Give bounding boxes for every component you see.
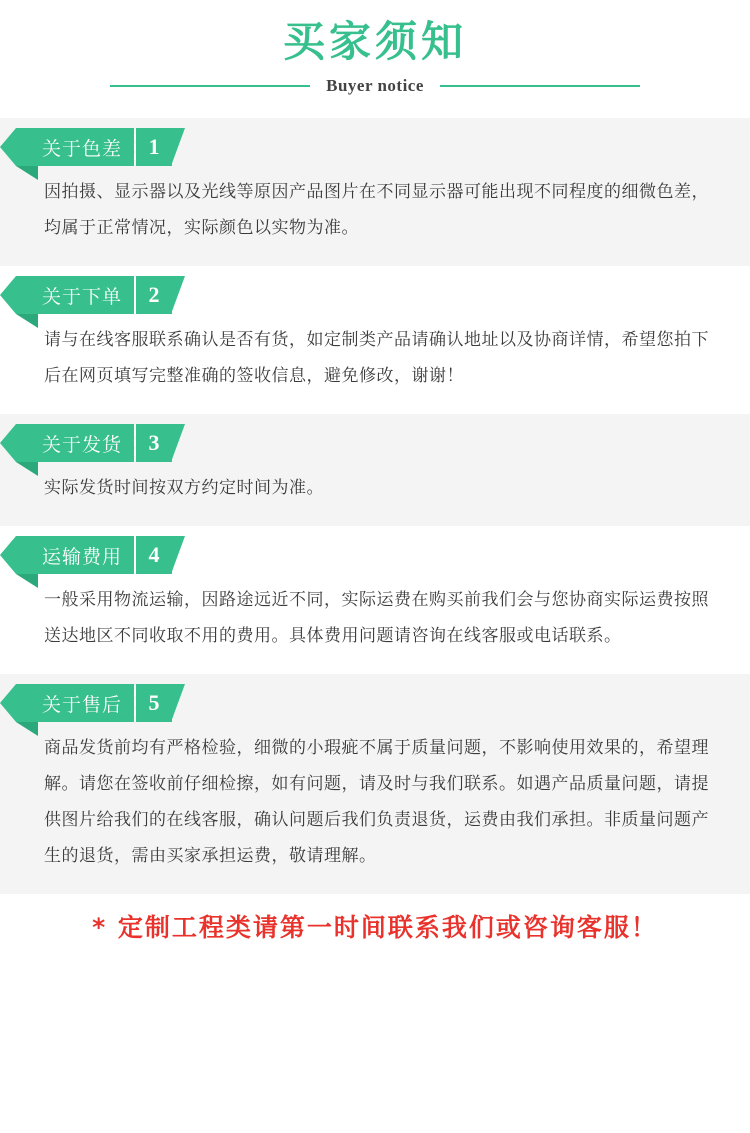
section-tag-label: 关于发货 — [16, 424, 134, 462]
section-number: 1 — [136, 128, 172, 166]
notice-section — [0, 674, 750, 894]
section-tag-row — [0, 674, 750, 730]
page-subtitle: Buyer notice — [326, 76, 424, 95]
notice-section — [0, 118, 750, 266]
page-subtitle-row — [0, 76, 750, 96]
notice-section — [0, 526, 750, 674]
section-tag-label: 运输费用 — [16, 536, 134, 574]
ribbon-tail-icon — [171, 684, 185, 722]
divider-right — [440, 85, 640, 87]
ribbon-badge — [16, 128, 172, 166]
section-tag-label: 关于售后 — [16, 684, 134, 722]
ribbon-arrow-icon — [0, 276, 16, 314]
page-header — [0, 0, 750, 96]
section-tag-label: 关于色差 — [16, 128, 134, 166]
section-tag-label: 关于下单 — [16, 276, 134, 314]
ribbon-tail-icon — [171, 424, 185, 462]
section-tag-row — [0, 118, 750, 174]
section-body — [0, 322, 750, 394]
ribbon-tail-icon — [171, 276, 185, 314]
section-body — [0, 174, 750, 246]
section-number: 5 — [136, 684, 172, 722]
page-footer — [0, 894, 750, 944]
ribbon-arrow-icon — [0, 128, 16, 166]
section-number: 4 — [136, 536, 172, 574]
ribbon-badge — [16, 276, 172, 314]
ribbon-tail-icon — [171, 536, 185, 574]
section-body — [0, 470, 750, 506]
section-body-text: 实际发货时间按双方约定时间为准。 — [44, 478, 324, 498]
section-number: 2 — [136, 276, 172, 314]
ribbon-arrow-icon — [0, 684, 16, 722]
section-number: 3 — [136, 424, 172, 462]
notice-section — [0, 266, 750, 414]
notice-sections — [0, 118, 750, 894]
ribbon-arrow-icon — [0, 536, 16, 574]
section-body-text: 因拍摄、显示器以及光线等原因产品图片在不同显示器可能出现不同程度的细微色差，均属于正常情况，实际颜色以实物为准。 — [44, 182, 709, 238]
page-title: 买家须知 — [282, 17, 467, 66]
ribbon-badge — [16, 424, 172, 462]
ribbon-arrow-icon — [0, 424, 16, 462]
section-body-text: 请与在线客服联系确认是否有货，如定制类产品请确认地址以及协商详情，希望您拍下后在网页填写完整准确的签收信息，避免修改，谢谢！ — [44, 330, 709, 386]
section-tag-row — [0, 414, 750, 470]
ribbon-tail-icon — [171, 128, 185, 166]
section-tag-row — [0, 526, 750, 582]
section-body-text: 商品发货前均有严格检验，细微的小瑕疵不属于质量问题，不影响使用效果的，希望理解。请您在签收前仔细检擦，如有问题，请及时与我们联系。如遇产品质量问题，请提供图片给我们的在线客服，确认问题后我们负责退货，运费由我们承担。非质量问题产生的退货，需由买家承担运费，敬请理解。 — [44, 738, 709, 866]
section-body — [0, 582, 750, 654]
notice-section — [0, 414, 750, 526]
divider-left — [110, 85, 310, 87]
footer-alert-text: * 定制工程类请第一时间联系我们或咨询客服！ — [92, 913, 658, 942]
section-body-text: 一般采用物流运输，因路途远近不同，实际运费在购买前我们会与您协商实际运费按照送达地区不同收取不用的费用。具体费用问题请咨询在线客服或电话联系。 — [44, 590, 709, 646]
section-body — [0, 730, 750, 874]
ribbon-badge — [16, 684, 172, 722]
ribbon-badge — [16, 536, 172, 574]
section-tag-row — [0, 266, 750, 322]
